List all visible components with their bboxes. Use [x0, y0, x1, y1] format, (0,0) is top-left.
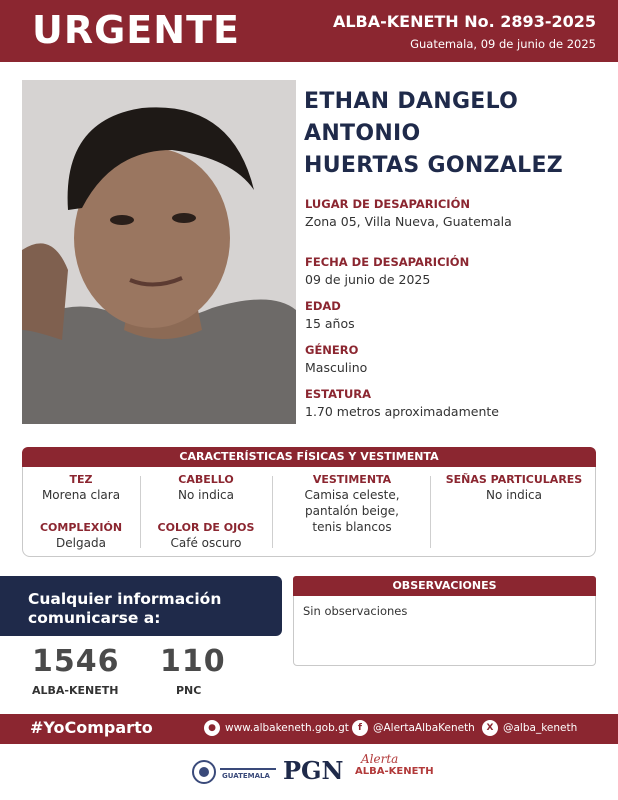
hashtag: #YoComparto: [30, 718, 153, 737]
col-vestimenta: [278, 472, 426, 535]
missing-person-photo: [22, 80, 296, 424]
col-complexion: [30, 520, 132, 551]
divider: [272, 476, 273, 548]
field-label: EDAD: [305, 299, 341, 313]
alert-number: ALBA-KENETH No. 2893-2025: [332, 12, 596, 31]
x-icon: X: [482, 720, 498, 736]
tez-value: Morena clara: [41, 488, 121, 502]
complexion-label: COMPLEXIÓN: [39, 521, 123, 534]
contact-line-1: Cualquier información: [28, 590, 222, 608]
field-estatura: [305, 386, 499, 422]
field-value: Masculino: [305, 360, 368, 375]
urgent-title: URGENTE: [32, 8, 240, 52]
cabello-value: No indica: [178, 488, 234, 502]
vestimenta-line: Camisa celeste,: [304, 488, 400, 502]
field-label: GÉNERO: [305, 343, 359, 357]
gov-guatemala-logo: [190, 758, 280, 788]
col-senas: [436, 472, 592, 503]
senas-label: SEÑAS PARTICULARES: [445, 473, 583, 486]
vestimenta-line: tenis blancos: [312, 520, 392, 534]
website-text: www.albakeneth.gob.gt: [225, 722, 349, 734]
characteristics-title: CARACTERÍSTICAS FÍSICAS Y VESTIMENTA: [22, 447, 596, 467]
phone-alba: 1546: [32, 644, 120, 679]
field-fecha: [305, 254, 469, 290]
alba-text: ALBA-KENETH: [355, 766, 434, 777]
vestimenta-label: VESTIMENTA: [312, 473, 392, 486]
x-link[interactable]: [482, 720, 577, 736]
ojos-label: COLOR DE OJOS: [157, 521, 255, 534]
facebook-icon: f: [352, 720, 368, 736]
field-label: FECHA DE DESAPARICIÓN: [305, 255, 470, 269]
field-value: 1.70 metros aproximadamente: [305, 404, 499, 419]
observations-text: Sin observaciones: [303, 604, 408, 618]
divider: [140, 476, 141, 548]
facebook-link[interactable]: [352, 720, 475, 736]
x-text: @alba_keneth: [503, 722, 578, 734]
facebook-text: @AlertaAlbaKeneth: [373, 722, 475, 734]
name-line-1: ETHAN DANGELO: [304, 89, 519, 114]
gov-label: GUATEMALA: [222, 772, 270, 780]
field-lugar: [305, 196, 512, 232]
alerta-script: Alerta: [361, 752, 399, 766]
name-line-2: ANTONIO: [304, 121, 421, 146]
field-value: 09 de junio de 2025: [305, 272, 431, 287]
pgn-text: PGN: [283, 756, 344, 785]
divider: [430, 476, 431, 548]
person-name: [304, 86, 604, 182]
contact-line-2: comunicarse a:: [28, 609, 161, 627]
senas-value: No indica: [486, 488, 542, 502]
col-tez: [30, 472, 132, 503]
field-label: ESTATURA: [305, 387, 372, 401]
field-label: LUGAR DE DESAPARICIÓN: [305, 197, 470, 211]
phone-pnc: 110: [160, 644, 226, 679]
alert-date: Guatemala, 09 de junio de 2025: [410, 37, 596, 51]
complexion-value: Delgada: [56, 536, 106, 550]
name-line-3: HUERTAS GONZALEZ: [304, 153, 564, 178]
cabello-label: CABELLO: [178, 473, 234, 486]
field-value: 15 años: [305, 316, 355, 331]
phone-alba-label: ALBA-KENETH: [32, 684, 119, 697]
pgn-logo: [283, 756, 343, 786]
observations-title: OBSERVACIONES: [293, 576, 596, 596]
field-value: Zona 05, Villa Nueva, Guatemala: [305, 214, 512, 229]
col-cabello: [146, 472, 266, 503]
ojos-value: Café oscuro: [170, 536, 242, 550]
globe-icon: ●: [204, 720, 220, 736]
col-ojos: [146, 520, 266, 551]
phone-pnc-label: PNC: [176, 684, 202, 697]
field-genero: [305, 342, 367, 378]
field-edad: [305, 298, 355, 334]
website-link[interactable]: [204, 720, 349, 736]
alba-keneth-logo: [355, 752, 434, 790]
tez-label: TEZ: [69, 473, 93, 486]
vestimenta-line: pantalón beige,: [305, 504, 399, 518]
